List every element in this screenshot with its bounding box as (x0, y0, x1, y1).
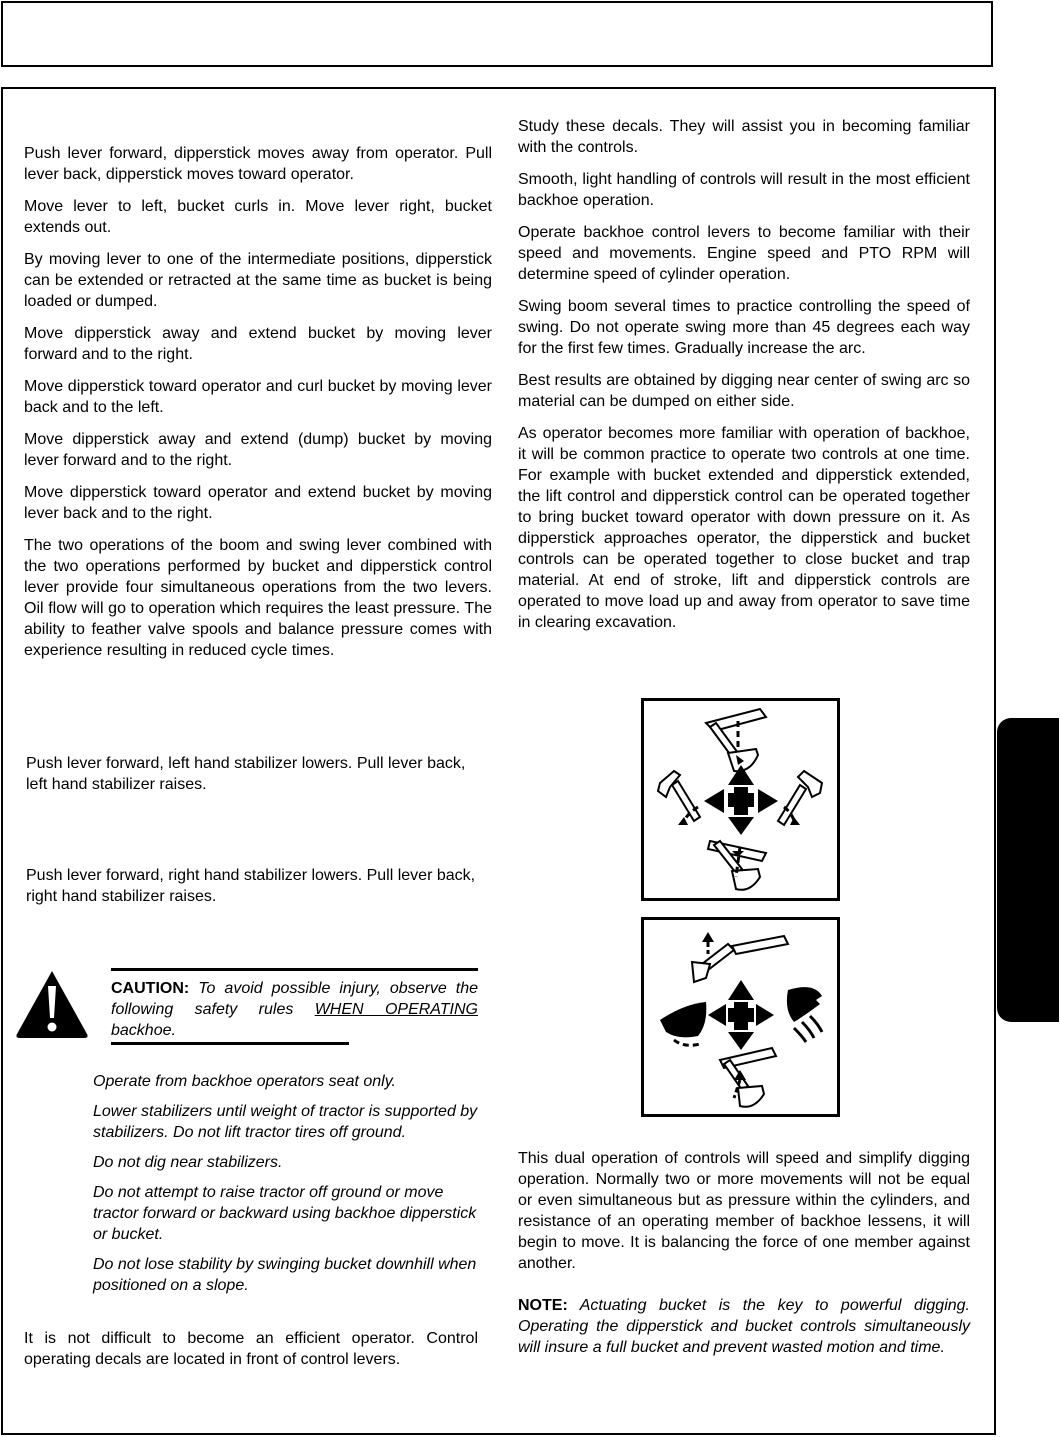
left-paragraph-4: Move dipperstick away and extend bucket by moving lever forward and to the right. (24, 325, 492, 363)
left-paragraph-7: Move dipperstick toward operator and extend bucket by moving lever back and to the right. (24, 484, 492, 522)
left-paragraph-5: Move dipperstick toward operator and curl bucket by moving lever back and to the left. (24, 378, 492, 416)
page-header-box (1, 1, 993, 67)
caution-text-before: To avoid possible injury, observe the following safety rules (111, 980, 478, 1018)
swing-decal-diagram-icon (644, 920, 837, 1114)
caution-text-after: backhoe. (111, 1022, 176, 1039)
right-paragraph-5: Best results are obtained by digging near center of swing arc so material can be dumped on either side. (518, 372, 970, 410)
note-text (518, 1295, 970, 1358)
warning-triangle-icon (14, 968, 90, 1040)
closing-text: It is not difficult to become an efficient operator. Control operating decals are located in front of control levers. (24, 1330, 478, 1368)
right-paragraph-4: Swing boom several times to practice controlling the speed of swing. Do not operate swing more than 45 degrees each way for the first few times. Gradually increase the arc. (518, 298, 970, 357)
section-tab[interactable] (997, 718, 1059, 1022)
right-column (518, 116, 970, 644)
safety-rule: Lower stabilizers until weight of tractor is supported by stabilizers. Do not lift tractor tires off ground. (93, 1103, 478, 1141)
dipperstick-bucket-decal (641, 698, 840, 901)
safety-rule: Operate from backhoe operators seat only. (93, 1073, 396, 1090)
note-body: Actuating bucket is the key to powerful digging. Operating the dipperstick and bucket controls simultaneously will insure a full bucket and prevent wasted motion and time. (518, 1297, 971, 1356)
right-paragraph-1: Study these decals. They will assist you in becoming familiar with the controls. (518, 118, 970, 156)
left-paragraph-8: The two operations of the boom and swing lever combined with the two operations performed by bucket and dipperstick control lever provide four simultaneous operations from the two levers. Oil flow will go to operation which requires the least pressure. The ability to feather valve spools and balance pressure comes with experience resulting in reduced cycle times. (24, 537, 492, 659)
note-label: NOTE: (518, 1297, 568, 1314)
left-paragraph-1: Push lever forward, dipperstick moves away from operator. Pull lever back, dipperstick moves toward operator. (24, 145, 492, 183)
right-paragraph-3: Operate backhoe control levers to become familiar with their speed and movements. Engine speed and PTO RPM will determine speed of cylinder operation. (518, 224, 970, 283)
safety-rule: Do not attempt to raise tractor off ground or move tractor forward or backward using backhoe dipperstick or bucket. (93, 1184, 477, 1243)
safety-rule: Do not dig near stabilizers. (93, 1154, 283, 1171)
control-decal-diagram-icon (644, 701, 837, 898)
caution-label: CAUTION: (111, 980, 190, 997)
left-paragraph-6: Move dipperstick away and extend (dump) bucket by moving lever forward and to the right. (24, 431, 492, 469)
caution-notice (111, 978, 478, 1041)
safety-rule: Do not lose stability by swinging bucket downhill when positioned on a slope. (93, 1256, 477, 1294)
right-paragraph-2: Smooth, light handling of controls will result in the most efficient backhoe operation. (518, 171, 970, 209)
left-paragraph-3: By moving lever to one of the intermediate positions, dipperstick can be extended or retracted at the same time as bucket is being loaded or dumped. (24, 251, 492, 310)
right-paragraph-6: As operator becomes more familiar with operation of backhoe, it will be common practice to operate two controls at one time. For example with bucket extended and dipperstick extended, the lift control and dipperstick control can be operated together to bring bucket toward operator with down pressure on it. As dipperstick approaches operator, the dipperstick and bucket controls can be operated together to close bucket and trap material. At end of stroke, lift and dipperstick controls are operated to move load up and away from operator to save time in clearing excavation. (518, 425, 970, 631)
caution-underlined: WHEN OPERATING (314, 1001, 478, 1018)
right-stabilizer-text: Push lever forward, right hand stabilizer lowers. Pull lever back, right hand stabilizer raises. (26, 867, 476, 905)
safety-rules-list (93, 1071, 478, 1305)
left-stabilizer-text: Push lever forward, left hand stabilizer lowers. Pull lever back, left hand stabilizer raises. (26, 755, 466, 793)
dual-operation-text: This dual operation of controls will speed and simplify digging operation. Normally two or more movements will not be equal or even simultaneous but as pressure within the cylinders, and resistance of an operating member of backhoe lessens, it will begin to move. It is balancing the force of one member against another. (518, 1150, 970, 1272)
boom-swing-decal (641, 917, 840, 1117)
left-paragraph-2: Move lever to left, bucket curls in. Move lever right, bucket extends out. (24, 198, 492, 236)
left-column (24, 143, 492, 672)
caution-bottom-rule (111, 1042, 349, 1045)
caution-top-rule (111, 968, 478, 971)
